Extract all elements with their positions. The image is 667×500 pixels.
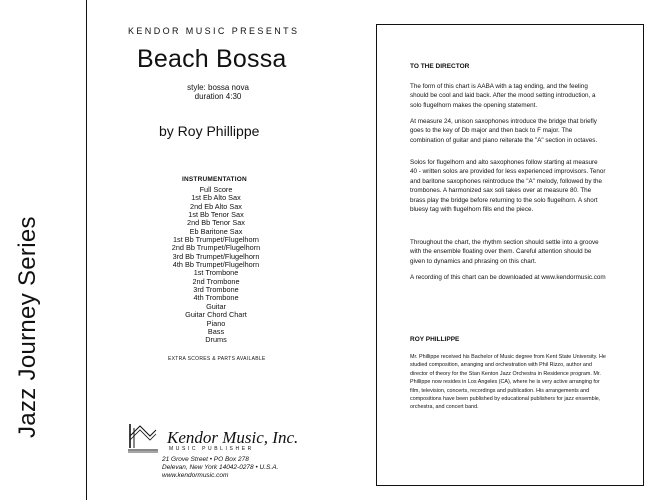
series-title: Jazz Journey Series	[14, 216, 41, 438]
instrument-item: 1st Trombone	[193, 268, 239, 278]
series-divider	[58, 0, 87, 500]
instrument-item: 2nd Bb Tenor Sax	[187, 218, 245, 228]
instrument-item: 2nd Trombone	[192, 276, 240, 286]
instrumentation-heading: INSTRUMENTATION	[182, 176, 247, 183]
instrument-item: 3rd Bb Trumpet/Flugelhorn	[172, 251, 260, 261]
instrument-item: Full Score	[199, 185, 233, 194]
director-paragraph: Solos for flugelhorn and alto saxophones follow starting at measure 40 - written solos are provided for less experienced improvisors. Tenor and baritone saxophones reintroduce the "A" melody, followed by the trombones. A harmonized sax soli takes over at measure 80. The brass play the bridge before returning to the solo flugelhorn. A short bluesy tag with flugelhorn fills end the piece.	[410, 159, 606, 214]
instrument-item: 4th Bb Trumpet/Flugelhorn	[172, 260, 260, 270]
instrument-list	[150, 186, 282, 345]
instrument-item: 1st Bb Tenor Sax	[188, 210, 244, 220]
bio-heading: ROY PHILLIPPE	[410, 336, 460, 343]
address-line: Delevan, New York 14042-0278 • U.S.A.	[162, 464, 279, 471]
composer-bio: Mr. Phillippe received his Bachelor of Music degree from Kent State University. He studied composition, arranging and orchestration with Phil Rizzo, author and director of theory for the Stan Kenton Jazz Orchestra in Residence program. Mr. Phillippe now resides in Los Angeles (CA), where he is very active arranging for film, television, concerts, recordings and publication. His arrangements and compositions have been published by educational publishers for jazz ensemble, orchestra, and concert band.	[410, 354, 606, 411]
instrument-item: Eb Baritone Sax	[189, 226, 243, 236]
style-text: style: bossa nova	[187, 83, 249, 92]
presents-line: KENDOR MUSIC PRESENTS	[128, 26, 300, 36]
instrument-item: 2nd Eb Alto Sax	[190, 201, 242, 211]
instrument-item: Bass	[207, 326, 225, 336]
instrument-item: 2nd Bb Trumpet/Flugelhorn	[171, 243, 261, 253]
publisher-website: www.kendormusic.com	[162, 472, 229, 479]
director-paragraph: The form of this chart is AABA with a tag ending, and the feeling should be cool and laid back. After the mood setting introduction, a solo flugelhorn makes the opening statement.	[410, 83, 596, 109]
instrument-item: 4th Trombone	[193, 293, 239, 303]
instrument-item: Piano	[206, 318, 226, 328]
publisher-name: Kendor Music, Inc.	[167, 428, 299, 447]
publisher-address	[162, 456, 278, 480]
style-info	[183, 83, 253, 101]
instrument-item: 1st Eb Alto Sax	[191, 193, 241, 203]
kendor-logo-icon	[128, 422, 158, 456]
extra-parts-note: EXTRA SCORES & PARTS AVAILABLE	[168, 356, 266, 362]
instrument-item: Guitar	[206, 301, 226, 311]
director-notes-page	[376, 24, 644, 486]
instrument-item: 1st Bb Trumpet/Flugelhorn	[173, 235, 259, 245]
duration-text: duration 4:30	[194, 92, 242, 101]
composer-line: by Roy Phillippe	[159, 123, 260, 139]
address-line: 21 Grove Street • PO Box 278	[162, 456, 249, 463]
director-heading: TO THE DIRECTOR	[410, 63, 470, 70]
instrument-item: 3rd Trombone	[193, 285, 239, 295]
instrument-item: Drums	[205, 335, 227, 345]
publisher-subtitle: MUSIC PUBLISHER	[169, 446, 254, 452]
director-paragraph: At measure 24, unison saxophones introduce the bridge that briefly goes to the key of Db major and then back to F major. The combination of guitar and piano reiterate the "A" section in octaves.	[410, 118, 598, 144]
director-paragraph: A recording of this chart can be downloaded at www.kendormusic.com	[410, 274, 606, 281]
piece-title: Beach Bossa	[137, 45, 287, 73]
director-paragraph: Throughout the chart, the rhythm section should settle into a groove with the ensemble floating over them. Careful attention should be given to dynamics and phrasing on this chart.	[410, 239, 599, 265]
instrument-item: Guitar Chord Chart	[185, 310, 247, 320]
